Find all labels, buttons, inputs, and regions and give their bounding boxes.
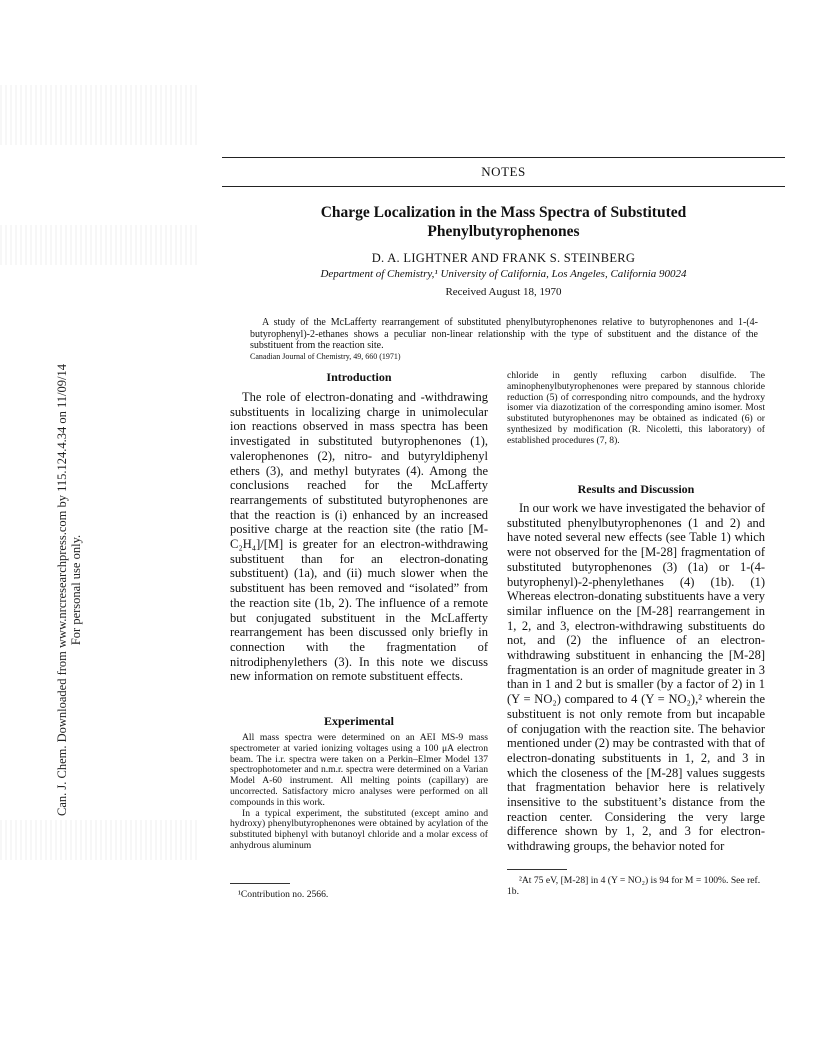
download-watermark <box>55 190 85 990</box>
footnote-1: ¹Contribution no. 2566. <box>238 889 329 900</box>
experimental-heading: Experimental <box>324 714 394 728</box>
experimental-body <box>230 733 488 852</box>
affiliation: Department of Chemistry,¹ University of California, Los Angeles, California 90024 <box>320 268 687 280</box>
experimental-paragraph-2-cont: chloride in gently refluxing carbon disulfide. The aminophenylbutyrophenones were prepared by stannous chloride reduction (5) of corresponding nitro compounds, and the hydroxy isomer via diazotization of the corresponding amino isomer. Most substituted butyrophenones may be obtained as indicated (6) or synthesized by modification (R. Nicoletti, this laboratory) of established procedures (7, 8). <box>507 370 765 446</box>
results-paragraph: In our work we have investigated the behavior of substituted phenylbutyrophenones (1 and 2) and have noted several new effects (see Table 1) which were not observed for the [M-28] fragmentation of substituted butyrophenones (3) (1a) or 1-(4-butyrophenyl)-2-phenylethanes (4) (1b). (1) Whereas electron-donating substituents have a very similar influence on the [M-28] rearrangement in 1, 2, and 3, electron-withdrawing substituents do not, and (2) the influence of an electron-withdrawing substituent in enhancing the [M-28] fragmentation is an order of magnitude greater in 3 than in 1 and 2 but is smaller (by a factor of 2) in 1 (Y = NO₂) compared to 4 (Y = NO₂),² wherein the substituent is not only remote from but incapable of conjugation with the reaction site. The behavior mentioned under (2) may be contrasted with that of electron-donating substituents in 1, 2, and 3 in which the closeness of the [M-28] values suggests that fragmentation behavior here is relatively insensitive to the substituent’s distance from the reaction center. Considering the very large difference shown by 1, 2, and 3 for electron-withdrawing groups, the behavior noted for <box>507 501 765 854</box>
watermark-line-1: Can. J. Chem. Downloaded from www.nrcresearchpress.com by 115.124.4.34 on 11/09/14 <box>55 364 69 816</box>
results-heading: Results and Discussion <box>577 482 695 496</box>
experimental-continued <box>507 371 765 447</box>
header-rule-bottom <box>222 186 785 187</box>
footnote-2: ²At 75 eV, [M-28] in 4 (Y = NO₂) is 94 for M = 100%. See ref. 1b. <box>507 875 761 897</box>
article-title <box>222 203 785 241</box>
introduction-heading: Introduction <box>326 370 392 384</box>
footnote-rule-left <box>230 883 290 884</box>
journal-citation: Canadian Journal of Chemistry, 49, 660 (1971) <box>250 352 401 361</box>
introduction-paragraph: The role of electron-donating and -withdrawing substituents in localizing charge in unimolecular ion reactions observed in mass spectra has been investigated in substituted butyrophenones (1), valerophenones (2), nitro- and butyryldiphenyl ethers (3), and methyl butyrates (4). Among the conclusions reached for the McLafferty rearrangements of substituted butyrophenones are that the reaction is (i) enhanced by an increased positive charge at the reaction site (the ratio [M-C₂H₄]/[M] is greater for an electron-withdrawing substituent than for an electron-donating substituent) (1a), and (ii) much slower when the substituent has been removed and “isolated” from the reaction site (1b, 2). The influence of a remote but conjugated substituent in the McLafferty rearrangement has been discussed only briefly in connection with the fragmentation of nitrodiphenylethers (3). In this note we discuss new information on remote substituent effects. <box>230 390 488 684</box>
scan-artifact <box>0 85 200 145</box>
abstract: A study of the McLafferty rearrangement of substituted phenylbutyrophenones relative to butyrophenones and 1-(4-butyrophenyl)-2-ethanes shows a peculiar non-linear relationship with the type of substituent and the distance of the substituent from the reaction site. <box>250 317 758 351</box>
experimental-paragraph-2: In a typical experiment, the substituted (except amino and hydroxy) phenylbutyrophenones were obtained by acylation of the substituted biphenyl with butanoyl chloride and a molar excess of anhydrous aluminum <box>230 807 488 851</box>
scan-artifact <box>0 820 200 860</box>
authors: D. A. LIGHTNER AND FRANK S. STEINBERG <box>371 251 636 265</box>
experimental-paragraph-1: All mass spectra were determined on an AEI MS-9 mass spectrometer at varied ionizing voltages using a 100 μA electron beam. The i.r. spectra were taken on a Perkin–Elmer Model 137 spectrophotometer and n.m.r. spectra were determined on a Varian Model A-60 instrument. All melting points (capillary) are uncorrected. Satisfactory micro analyses were performed on all compounds in this work. <box>230 732 488 808</box>
watermark-line-2: For personal use only. <box>69 534 83 646</box>
results-body <box>507 501 765 854</box>
received-date: Received August 18, 1970 <box>445 286 562 298</box>
header-rule <box>222 157 785 158</box>
introduction-body <box>230 390 488 684</box>
scan-artifact <box>0 225 200 265</box>
title-line-1: Charge Localization in the Mass Spectra of Substituted <box>320 204 687 221</box>
section-header: NOTES <box>481 164 526 179</box>
title-line-2: Phenylbutyrophenones <box>427 223 580 240</box>
footnote-rule-right <box>507 869 567 870</box>
